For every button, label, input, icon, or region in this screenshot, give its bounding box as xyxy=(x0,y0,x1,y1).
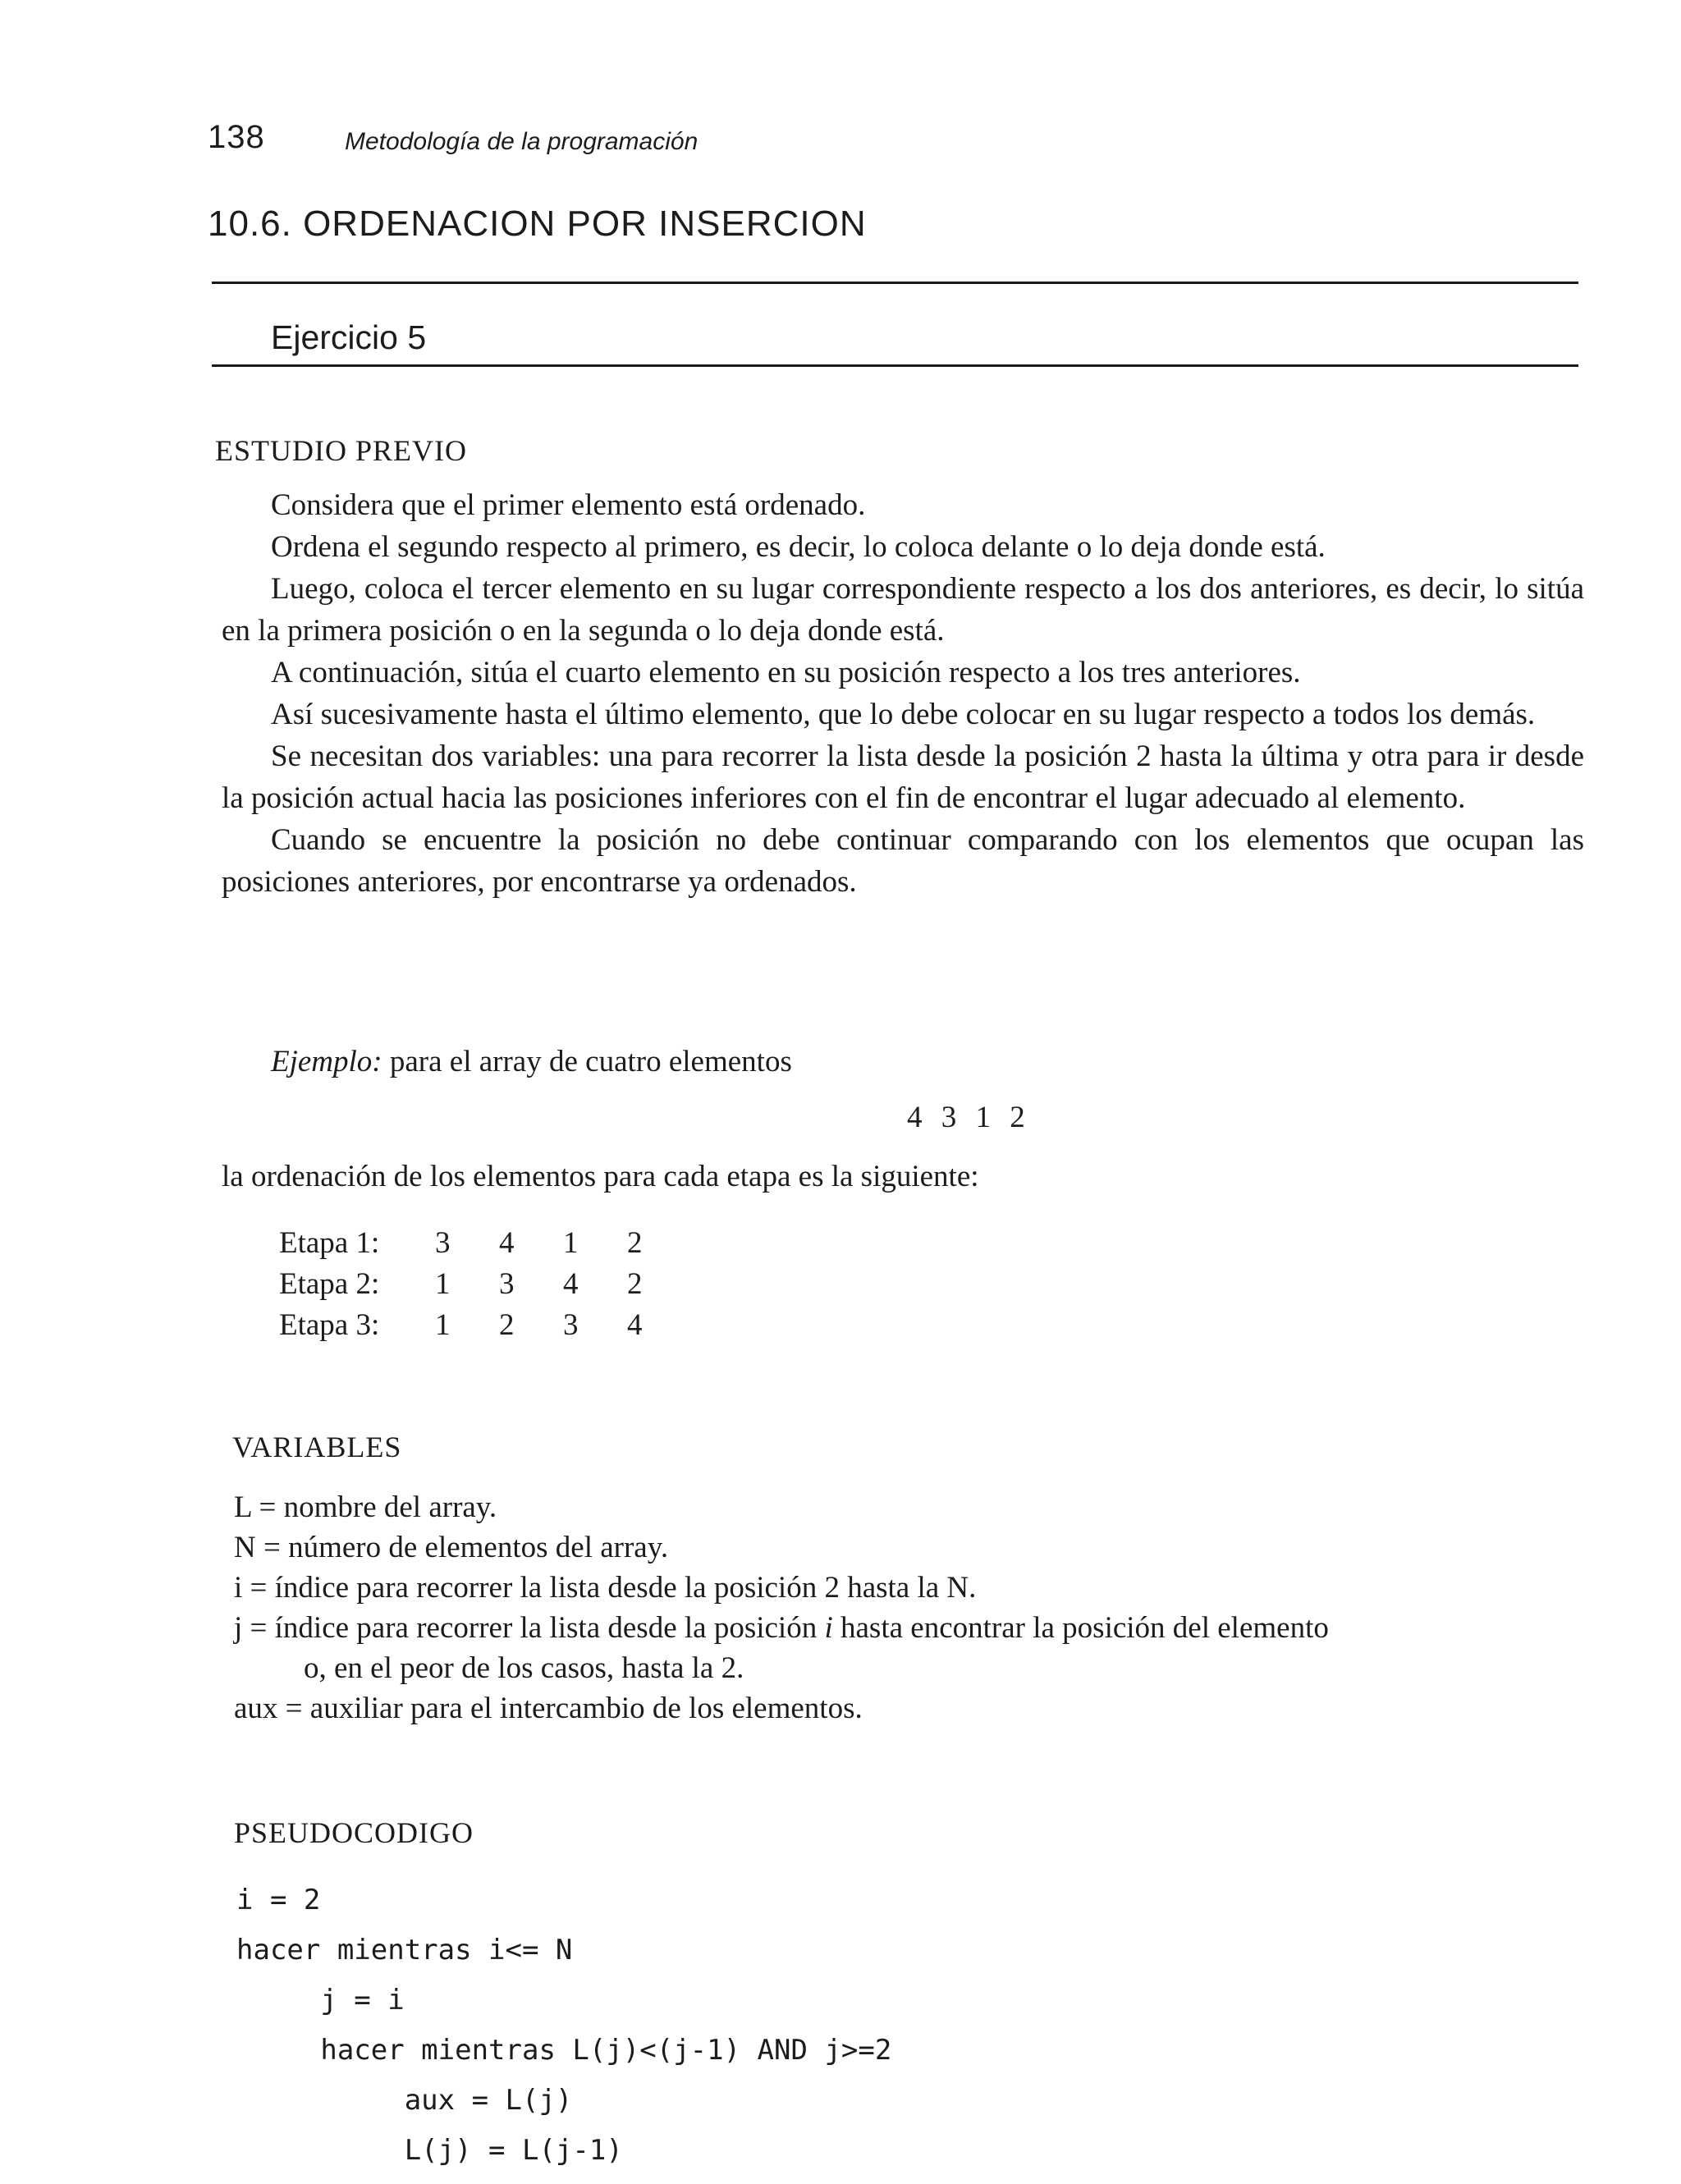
stage-value: 1 xyxy=(563,1226,579,1260)
stage-value: 2 xyxy=(627,1267,643,1301)
stage-label: Etapa 3: xyxy=(279,1308,380,1342)
variable-j xyxy=(234,1608,1596,1648)
example-text: para el array de cuatro elementos xyxy=(389,1045,792,1078)
code-line: j = i xyxy=(236,1984,405,2017)
code-line: i = 2 xyxy=(236,1884,321,1916)
code-line: aux = L(j) xyxy=(236,2084,573,2117)
stage-row xyxy=(279,1223,691,1264)
estudio-previo-heading: ESTUDIO PREVIO xyxy=(215,434,467,467)
page-number: 138 xyxy=(208,119,265,155)
variables-heading: VARIABLES xyxy=(232,1431,402,1463)
variable-n: N = número de elementos del array. xyxy=(234,1531,669,1564)
stage-value: 4 xyxy=(499,1226,515,1260)
variables-list xyxy=(234,1487,1596,1728)
example-follow-text: la ordenación de los elementos para cada etapa es la siguiente: xyxy=(222,1160,979,1193)
paragraph: Ordena el segundo respecto al primero, es decir, lo coloca delante o lo deja donde está. xyxy=(271,530,1326,564)
example-label: Ejemplo: xyxy=(271,1045,382,1078)
paragraph: A continuación, sitúa el cuarto elemento en su posición respecto a los tres anteriores. xyxy=(271,656,1301,689)
stage-value: 4 xyxy=(627,1308,643,1342)
stages-table xyxy=(279,1223,691,1346)
paragraph: Considera que el primer elemento está ordenado. xyxy=(271,488,866,522)
stage-value: 2 xyxy=(499,1308,515,1342)
section-title: 10.6. ORDENACION POR INSERCION xyxy=(208,204,867,244)
stage-label: Etapa 2: xyxy=(279,1267,380,1301)
exercise-title: Ejercicio 5 xyxy=(271,318,427,356)
paragraph: Luego, coloca el tercer elemento en su lugar correspondiente respecto a los dos anteriores, es decir, lo sitúa en la primera posición o en la segunda o lo deja donde está. xyxy=(222,572,1584,648)
example-intro xyxy=(271,1044,792,1079)
exercise-rule-top xyxy=(212,282,1578,284)
stage-value: 1 xyxy=(435,1308,451,1342)
code-line: hacer mientras L(j)<(j-1) AND j>=2 xyxy=(236,2034,892,2067)
paragraph: Cuando se encuentre la posición no debe continuar comparando con los elementos que ocupan las posiciones anteriores, por encontrarse ya ordenados. xyxy=(222,823,1584,899)
estudio-previo-body xyxy=(222,484,1584,903)
variable-j-continuation: o, en el peor de los casos, hasta la 2. xyxy=(304,1651,744,1685)
variable-j-text-end: hasta encontrar la posición del elemento xyxy=(832,1611,1329,1645)
exercise-rule-bottom xyxy=(212,364,1578,367)
stage-row xyxy=(279,1264,691,1305)
code-line: hacer mientras i<= N xyxy=(236,1934,573,1967)
stage-value: 2 xyxy=(627,1226,643,1260)
variable-i: i = índice para recorrer la lista desde la posición 2 hasta la N. xyxy=(234,1571,977,1605)
paragraph: Se necesitan dos variables: una para recorrer la lista desde la posición 2 hasta la última y otra para ir desde la posición actual hacia las posiciones inferiores con el fin de encontrar el lugar adecuado al elemento. xyxy=(222,739,1584,815)
running-header-title: Metodología de la programación xyxy=(345,128,699,155)
code-line: L(j) = L(j-1) xyxy=(236,2134,623,2167)
stage-value: 4 xyxy=(563,1267,579,1301)
paragraph: Así sucesivamente hasta el último elemento, que lo debe colocar en su lugar respecto a todos los demás. xyxy=(271,698,1536,731)
pseudocodigo-heading: PSEUDOCODIGO xyxy=(234,1816,474,1849)
stage-value: 3 xyxy=(563,1308,579,1342)
stage-row xyxy=(279,1305,691,1346)
variable-j-text: j = índice para recorrer la lista desde la posición xyxy=(234,1611,825,1645)
stage-value: 3 xyxy=(435,1226,451,1260)
example-array: 4 3 1 2 xyxy=(907,1101,1025,1134)
variable-j-index: i xyxy=(824,1611,833,1645)
stage-value: 1 xyxy=(435,1267,451,1301)
stage-label: Etapa 1: xyxy=(279,1226,380,1260)
pseudocode-block xyxy=(236,1875,891,2176)
variable-aux: aux = auxiliar para el intercambio de los elementos. xyxy=(234,1692,863,1725)
variable-l: L = nombre del array. xyxy=(234,1490,497,1524)
stage-value: 3 xyxy=(499,1267,515,1301)
